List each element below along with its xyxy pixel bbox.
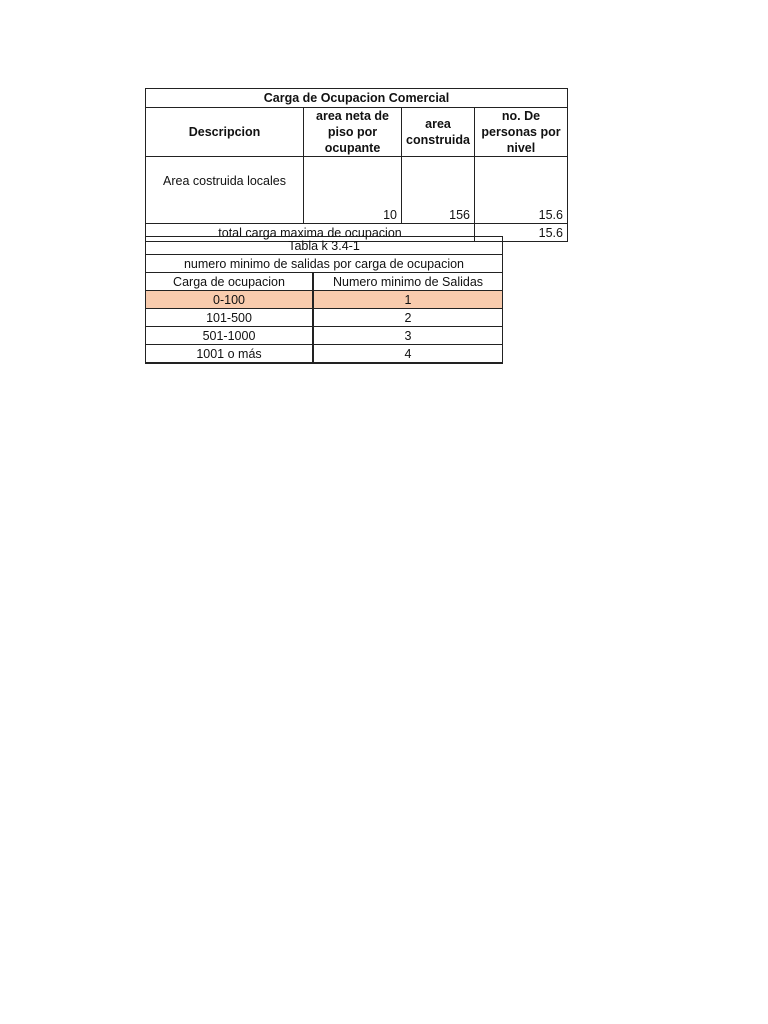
header-area-construida: area construida (402, 108, 475, 157)
cell-carga: 0-100 (146, 291, 314, 309)
cell-personas: 15.6 (475, 157, 568, 224)
table-row (146, 157, 568, 224)
cell-descripcion: Area costruida locales (146, 157, 304, 224)
cell-salidas: 3 (313, 327, 503, 345)
cell-carga: 501-1000 (146, 327, 314, 345)
cell-carga: 101-500 (146, 309, 314, 327)
cell-carga: 1001 o más (146, 345, 314, 364)
table-subtitle-row (146, 255, 503, 273)
header-descripcion: Descripcion (146, 108, 304, 157)
cell-area-construida: 156 (402, 157, 475, 224)
header-row (146, 273, 503, 291)
table-title: Tabla k 3.4-1 (146, 237, 503, 255)
salidas-table (145, 236, 503, 364)
cell-salidas: 2 (313, 309, 503, 327)
header-carga: Carga de ocupacion (146, 273, 314, 291)
total-label: total carga maxima de ocupacion (146, 224, 475, 242)
table-title: Carga de Ocupacion Comercial (146, 89, 568, 108)
cell-salidas: 4 (313, 345, 503, 364)
header-salidas: Numero minimo de Salidas (313, 273, 503, 291)
table-row-highlighted (146, 291, 503, 309)
cell-area-neta: 10 (304, 157, 402, 224)
header-area-neta: area neta de piso por ocupante (304, 108, 402, 157)
header-personas: no. De personas por nivel (475, 108, 568, 157)
cell-salidas: 1 (313, 291, 503, 309)
carga-ocupacion-table (145, 88, 568, 242)
total-value: 15.6 (475, 224, 568, 242)
table-row (146, 327, 503, 345)
table-subtitle: numero minimo de salidas por carga de ocupacion (146, 255, 503, 273)
table-title-row (146, 89, 568, 108)
table-row (146, 345, 503, 364)
header-row (146, 108, 568, 157)
table-title-row (146, 237, 503, 255)
table-row (146, 309, 503, 327)
